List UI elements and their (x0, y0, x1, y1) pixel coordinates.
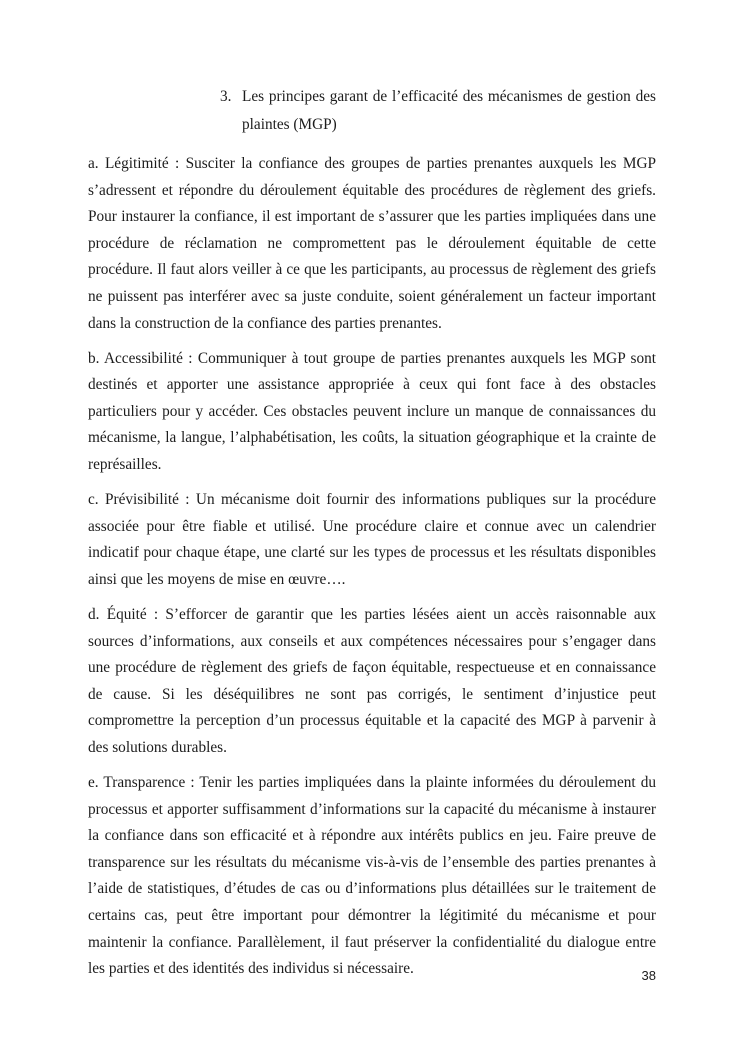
paragraph-legitimite: a. Légitimité : Susciter la confiance des groupes de parties prenantes auxquels les MGP s’adressent et répondre du déroulement équitable des procédures de règlement des griefs. Pour instaurer la confiance, il est important de s’assurer que les parties impliquées dans une procédure de réclamation ne compromettent pas le déroulement équitable de cette procédure. Il faut alors veiller à ce que les participants, au processus de règlement des griefs ne puissent pas interférer avec sa juste conduite, soient généralement un facteur important dans la construction de la confiance des parties prenantes. (88, 155, 656, 332)
paragraph-transparence: e. Transparence : Tenir les parties impliquées dans la plainte informées du déroulement du processus et apporter suffisamment d’informations sur la capacité du mécanisme à instaurer la confiance dans son efficacité et à répondre aux intérêts publics en jeu. Faire preuve de transparence sur les résultats du mécanisme vis-à-vis de l’ensemble des parties prenantes à l’aide de statistiques, d’études de cas ou d’informations plus détaillées sur le traitement de certains cas, peut être important pour démontrer la légitimité du mécanisme et pour maintenir la confiance. Parallèlement, il faut préserver la confidentialité du dialogue entre les parties et des identités des individus si nécessaire. (88, 774, 656, 978)
paragraph-previsibilite: c. Prévisibilité : Un mécanisme doit fournir des informations publiques sur la procédure associée pour être fiable et utilisé. Une procédure claire et connue avec un calendrier indicatif pour chaque étape, une clarté sur les types de processus et les résultats disponibles ainsi que les moyens de mise en œuvre…. (88, 491, 656, 588)
paragraph-accessibilite: b. Accessibilité : Communiquer à tout groupe de parties prenantes auxquels les MGP sont destinés et apporter une assistance appropriée à ceux qui font face à des obstacles particuliers pour y accéder. Ces obstacles peuvent inclure un manque de connaissances du mécanisme, la langue, l’alphabétisation, les coûts, la situation géographique et la crainte de représailles. (88, 349, 656, 474)
page-number: 38 (641, 968, 656, 983)
page-content (88, 83, 656, 991)
section-heading (220, 83, 656, 138)
section-title: Les principes garant de l’efficacité des mécanismes de gestion des plaintes (MGP) (242, 88, 656, 133)
paragraph-equite: d. Équité : S’efforcer de garantir que les parties lésées aient un accès raisonnable aux sources d’informations, aux conseils et aux compétences nécessaires pour s’engager dans une procédure de règlement des griefs de façon équitable, respectueuse et en connaissance de cause. Si les déséquilibres ne sont pas corrigés, le sentiment d’injustice peut compromettre la perception d’un processus équitable et la capacité des MGP à parvenir à des solutions durables. (88, 606, 656, 756)
section-number: 3. (220, 88, 232, 105)
